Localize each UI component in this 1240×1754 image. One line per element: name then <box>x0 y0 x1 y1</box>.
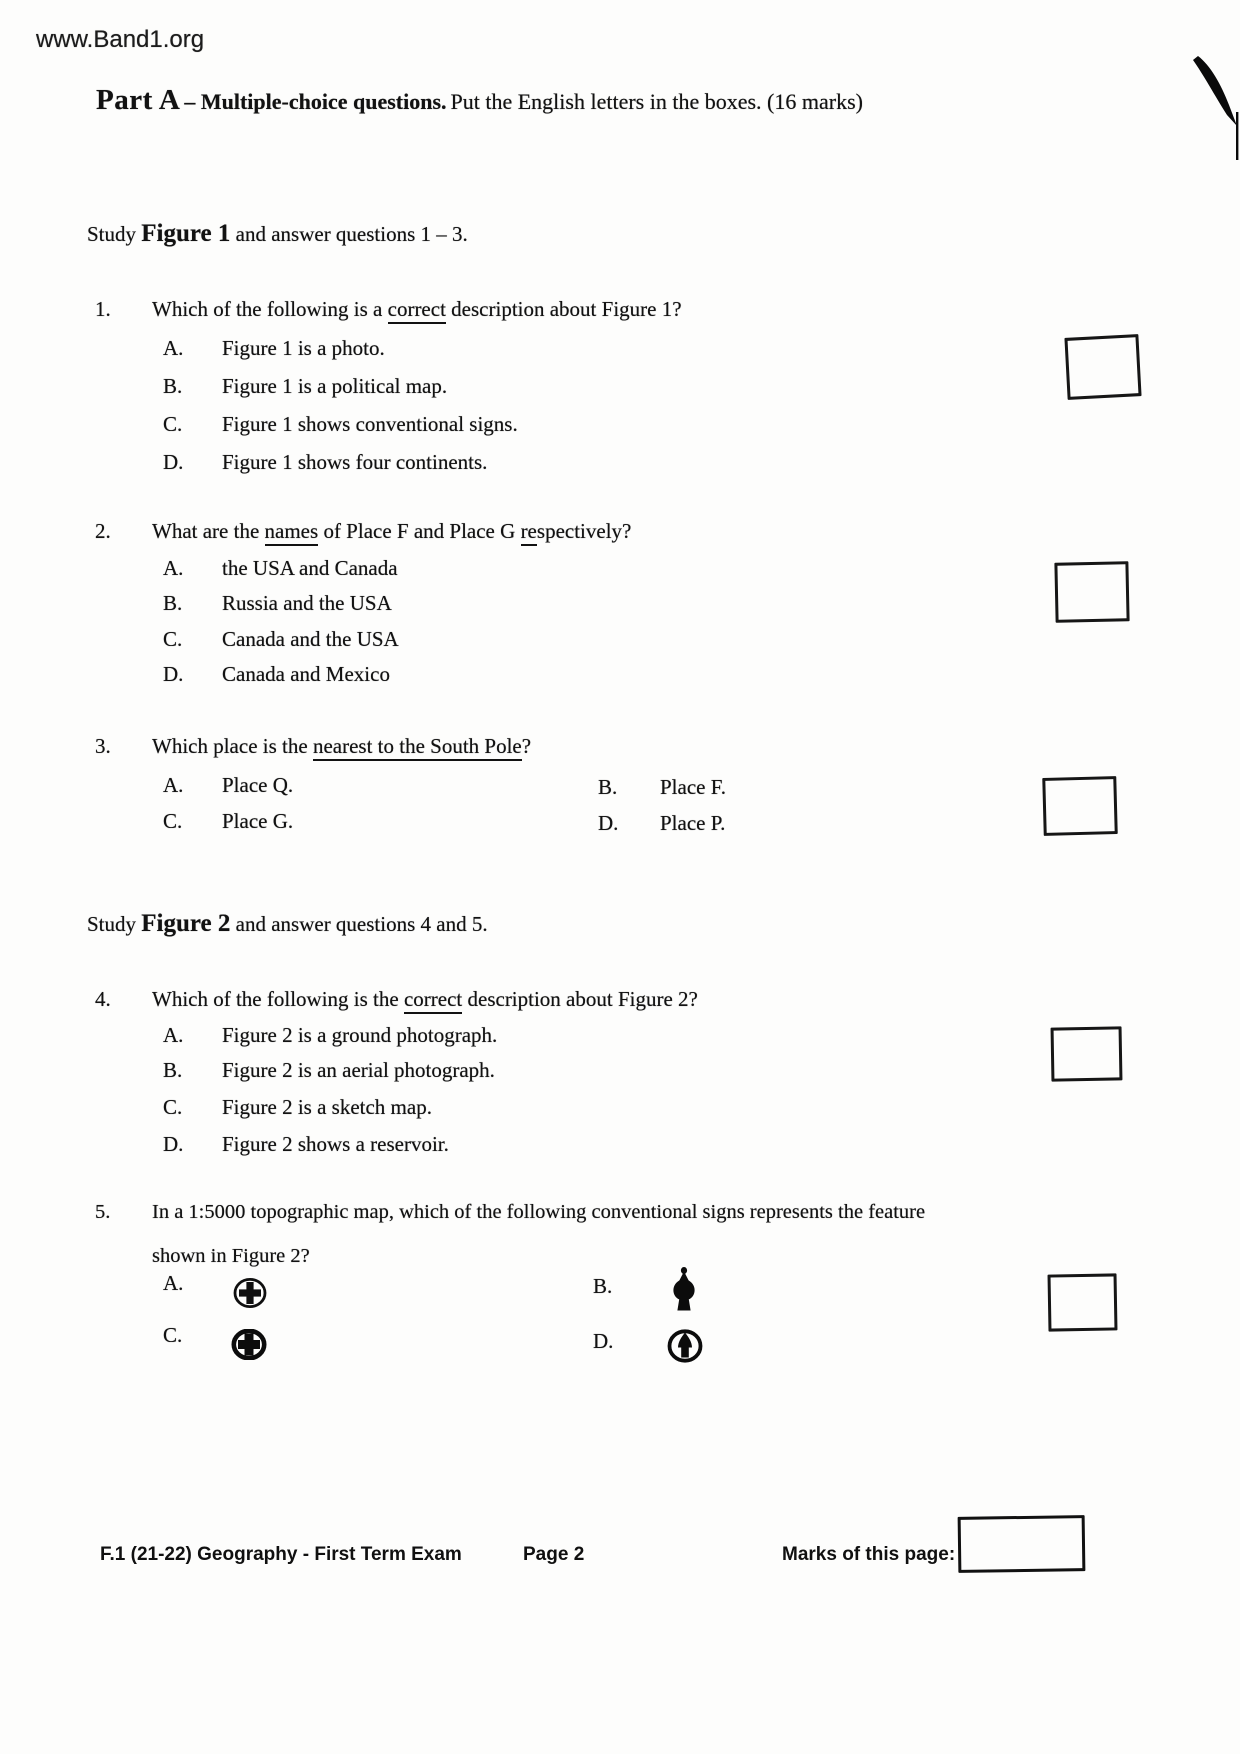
section-2-prefix: Study <box>87 912 137 936</box>
section-1-suffix: and answer questions 1 – 3. <box>235 222 468 246</box>
question-2-option-a: A. the USA and Canada <box>163 556 398 580</box>
question-4-option-b: B. Figure 2 is an aerial photograph. <box>163 1058 495 1082</box>
section-2-intro <box>87 910 488 938</box>
circle-plus-sign-icon <box>233 1278 267 1308</box>
part-subtitle-bold: – Multiple-choice questions. <box>184 89 447 114</box>
question-1 <box>95 295 682 324</box>
question-1-option-c: C. Figure 1 shows conventional signs. <box>163 412 518 436</box>
question-1-option-a: A. Figure 1 is a photo. <box>163 336 385 360</box>
question-5-number: 5. <box>95 1201 111 1223</box>
question-4 <box>95 985 698 1014</box>
question-1-number: 1. <box>95 297 111 321</box>
question-5-text-line1: In a 1:5000 topographic map, which of the following conventional signs represents the feature <box>152 1201 926 1223</box>
part-subtitle-rest: Put the English letters in the boxes. (16 marks) <box>450 89 863 114</box>
answer-box-question-2 <box>1054 561 1129 623</box>
question-2-number: 2. <box>95 519 111 543</box>
pen-mark-icon <box>1192 50 1240 162</box>
answer-box-question-3 <box>1042 776 1117 836</box>
question-5-text-line2: shown in Figure 2? <box>152 1245 310 1267</box>
section-2-figure-ref: Figure 2 <box>141 910 231 937</box>
question-1-option-d: D. Figure 1 shows four continents. <box>163 450 488 474</box>
question-2 <box>95 517 631 546</box>
section-2-suffix: and answer questions 4 and 5. <box>235 912 488 936</box>
question-5-option-c: C. <box>163 1323 183 1347</box>
question-2-option-c: C. Canada and the USA <box>163 627 399 651</box>
question-3-text: Which place is the nearest to the South Pole? <box>152 732 531 761</box>
question-5-option-d: D. <box>593 1329 614 1353</box>
question-3-option-d: D. Place P. <box>598 811 726 835</box>
part-a-heading <box>96 84 863 117</box>
question-4-option-d: D. Figure 2 shows a reservoir. <box>163 1132 449 1156</box>
footer-page-number: Page 2 <box>523 1544 585 1565</box>
bold-circle-plus-sign-icon <box>231 1329 267 1360</box>
site-watermark: www.Band1.org <box>36 26 205 53</box>
question-2-text: What are the names of Place F and Place G respectively? <box>152 517 631 546</box>
question-3-option-b: B. Place F. <box>598 775 726 799</box>
section-1-intro <box>87 220 468 248</box>
question-4-number: 4. <box>95 987 111 1011</box>
question-4-option-c: C. Figure 2 is a sketch map. <box>163 1095 432 1119</box>
marks-box <box>958 1515 1086 1573</box>
question-3-number: 3. <box>95 734 111 758</box>
section-1-figure-ref: Figure 1 <box>141 220 231 247</box>
question-2-option-d: D. Canada and Mexico <box>163 662 390 686</box>
section-1-prefix: Study <box>87 222 137 246</box>
footer-exam-title: F.1 (21-22) Geography - First Term Exam <box>100 1544 462 1565</box>
question-5-option-a: A. <box>163 1271 184 1295</box>
question-3-option-c: C. Place G. <box>163 809 294 833</box>
pagoda-silhouette-sign-icon <box>672 1267 696 1313</box>
answer-box-question-4 <box>1051 1026 1123 1081</box>
question-5 <box>95 1198 925 1227</box>
answer-box-question-5 <box>1048 1273 1118 1331</box>
part-label: Part A <box>96 84 181 116</box>
footer-marks-label: Marks of this page: <box>782 1544 956 1565</box>
question-5-option-b: B. <box>593 1274 613 1298</box>
question-1-text: Which of the following is a correct description about Figure 1? <box>152 295 682 324</box>
circle-arch-sign-icon <box>667 1329 703 1363</box>
question-3 <box>95 732 531 761</box>
question-2-option-b: B. Russia and the USA <box>163 591 392 615</box>
question-4-option-a: A. Figure 2 is a ground photograph. <box>163 1023 498 1047</box>
question-4-text: Which of the following is the correct description about Figure 2? <box>152 985 698 1014</box>
question-3-option-a: A. Place Q. <box>163 773 294 797</box>
answer-box-question-1 <box>1064 334 1141 400</box>
question-1-option-b: B. Figure 1 is a political map. <box>163 374 448 398</box>
